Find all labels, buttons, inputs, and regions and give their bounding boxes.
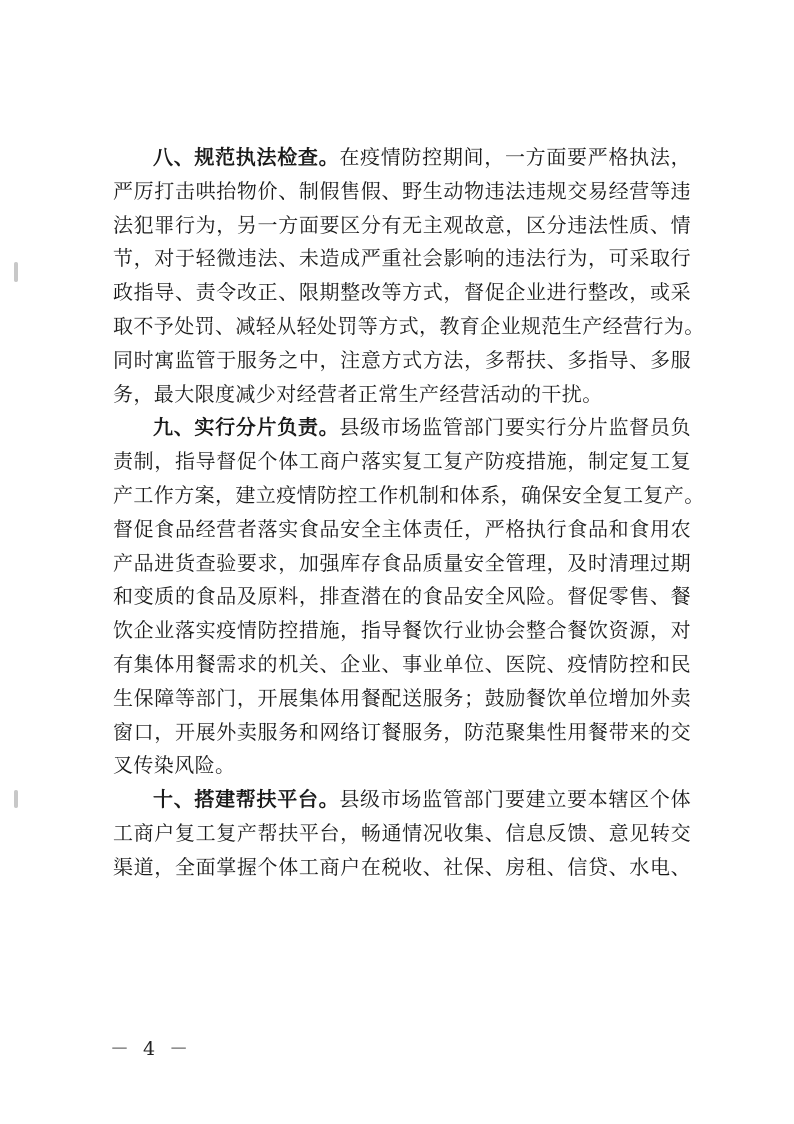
page-number: － 4 － xyxy=(110,1038,193,1060)
paragraph-line: 督促食品经营者落实食品安全主体责任，严格执行食品和食用农 xyxy=(113,516,691,541)
scan-mark-top xyxy=(14,262,18,282)
paragraph-line: 同时寓监管于服务之中，注意方式方法，多帮扶、多指导、多服 xyxy=(113,347,691,372)
paragraph-line: 有集体用餐需求的机关、企业、事业单位、医院、疫情防控和民 xyxy=(113,651,691,676)
section-heading: 十、搭建帮扶平台。 xyxy=(153,787,340,812)
scan-mark-bottom xyxy=(14,790,18,808)
paragraph-line: 取不予处罚、减轻从轻处罚等方式，教育企业规范生产经营行为。 xyxy=(113,313,705,338)
paragraph-text: 县级市场监管部门要建立要本辖区个体 xyxy=(339,787,691,812)
paragraph-line: 产工作方案，建立疫情防控工作机制和体系，确保安全复工复产。 xyxy=(113,482,705,507)
document-body xyxy=(113,141,705,885)
paragraph-line: 政指导、责令改正、限期整改等方式，督促企业进行整改，或采 xyxy=(113,280,691,305)
paragraph-line: 产品进货查验要求，加强库存食品质量安全管理，及时清理过期 xyxy=(113,550,691,575)
paragraph-line: 严厉打击哄抬物价、制假售假、野生动物违法违规交易经营等违 xyxy=(113,178,691,203)
paragraph-line xyxy=(113,411,691,445)
paragraph-text: 在疫情防控期间，一方面要严格执法， xyxy=(339,145,691,169)
paragraph-line: 叉传染风险。 xyxy=(113,753,236,778)
paragraph-line: 和变质的食品及原料，排查潜在的食品安全风险。督促零售、餐 xyxy=(113,584,691,609)
paragraph-line xyxy=(113,783,691,817)
paragraph-line: 务，最大限度减少对经营者正常生产经营活动的干扰。 xyxy=(113,381,603,406)
paragraph-line: 生保障等部门，开展集体用餐配送服务；鼓励餐饮单位增加外卖 xyxy=(113,685,691,710)
paragraph-text: 县级市场监管部门要实行分片监督员负 xyxy=(339,415,691,440)
paragraph-line: 法犯罪行为，另一方面要区分有无主观故意，区分违法性质、情 xyxy=(113,212,691,237)
section-heading: 九、实行分片负责。 xyxy=(153,415,340,440)
paragraph-line: 饮企业落实疫情防控措施，指导餐饮行业协会整合餐饮资源，对 xyxy=(113,618,691,643)
paragraph-line xyxy=(113,141,691,175)
section-heading: 八、规范执法检查。 xyxy=(153,145,340,169)
paragraph-line: 渠道，全面掌握个体工商户在税收、社保、房租、信贷、水电、 xyxy=(113,854,691,879)
paragraph-line: 责制，指导督促个体工商户落实复工复产防疫措施，制定复工复 xyxy=(113,449,691,474)
paragraph-line: 节，对于轻微违法、未造成严重社会影响的违法行为，可采取行 xyxy=(113,246,691,271)
paragraph-line: 工商户复工复产帮扶平台，畅通情况收集、信息反馈、意见转交 xyxy=(113,820,691,845)
paragraph-line: 窗口，开展外卖服务和网络订餐服务，防范聚集性用餐带来的交 xyxy=(113,719,691,744)
